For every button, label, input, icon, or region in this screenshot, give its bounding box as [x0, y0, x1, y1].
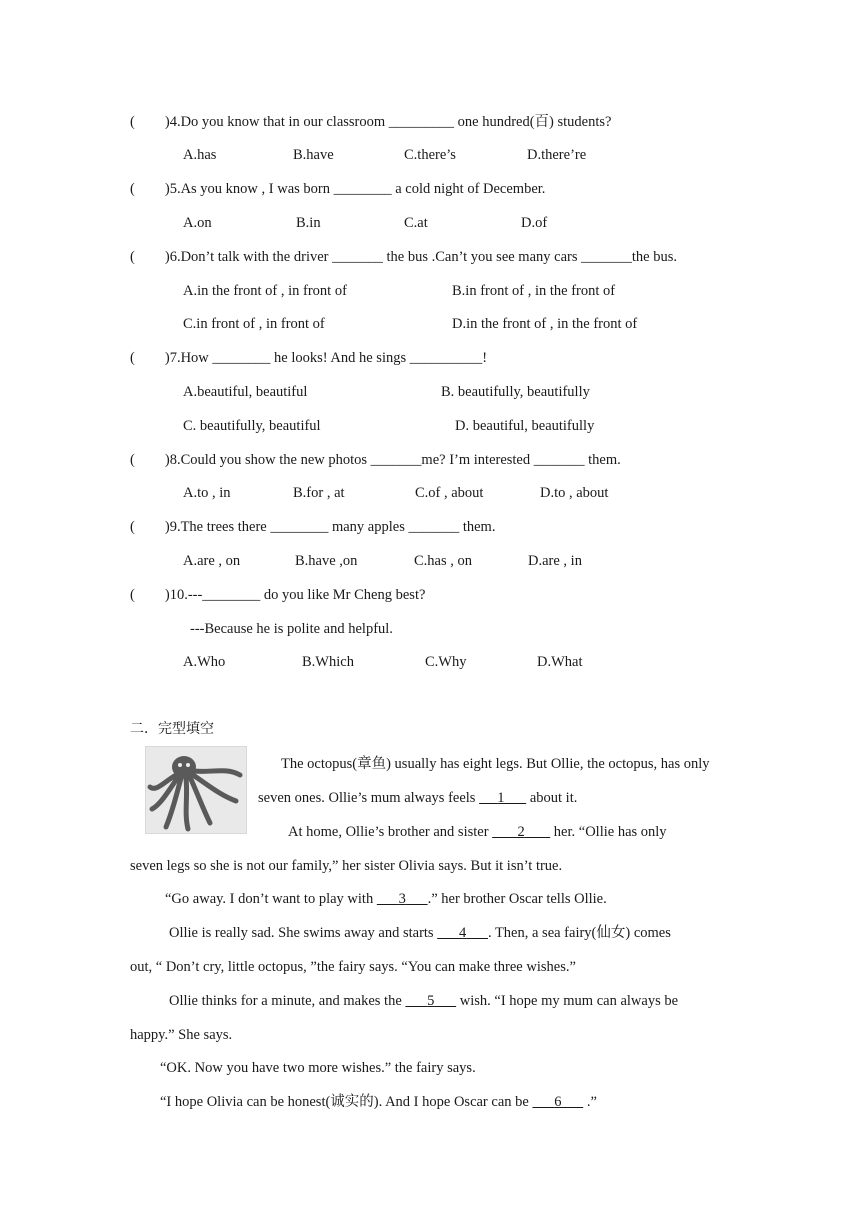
answer-paren-close: ) — [164, 114, 170, 130]
blank-number: 3 — [398, 891, 406, 907]
option-d: D.there’re — [527, 147, 587, 163]
answer-paren-open: ( — [130, 350, 135, 366]
passage-text: “Go away. I don’t want to play with — [165, 891, 377, 907]
question-6 — [130, 248, 677, 266]
blank-number: 5 — [427, 993, 435, 1009]
option-d: D.What — [537, 654, 583, 670]
option-a: A.Who — [183, 654, 226, 670]
answer-paren-open: ( — [130, 114, 135, 130]
passage-text: Ollie thinks for a minute, and makes the — [169, 993, 406, 1009]
blank-4[interactable] — [437, 925, 488, 941]
blank-number: 6 — [554, 1094, 562, 1110]
question-9 — [130, 518, 495, 536]
option-c: C.there’s — [404, 147, 456, 163]
option-d: D. beautiful, beautifully — [455, 418, 595, 434]
answer-paren-close: ) — [164, 249, 170, 265]
blank-number: 4 — [458, 925, 467, 941]
blank-2[interactable] — [492, 824, 550, 840]
option-b: B. beautifully, beautifully — [441, 384, 590, 400]
option-c: C.of , about — [415, 485, 484, 501]
blank-1[interactable] — [479, 790, 526, 806]
passage-text: .” — [583, 1094, 597, 1110]
answer-paren-open: ( — [130, 181, 135, 197]
option-a: A.has — [183, 147, 217, 163]
passage-line — [288, 823, 667, 841]
octopus-image — [145, 746, 247, 834]
blank-5[interactable] — [405, 993, 456, 1009]
passage-text: At home, Ollie’s brother and sister — [288, 824, 493, 840]
option-d: D.of — [521, 215, 548, 231]
dialogue-reply: ---Because he is polite and helpful. — [190, 621, 393, 637]
option-b: B.in front of , in the front of — [452, 283, 616, 299]
option-b: B.Which — [302, 654, 354, 670]
answer-paren-close: ) — [164, 587, 170, 603]
answer-paren-open: ( — [130, 452, 135, 468]
passage-line: The octopus(章鱼) usually has eight legs. But Ollie, the octopus, has only — [281, 756, 710, 772]
answer-paren-close: ) — [164, 519, 170, 535]
passage-text: . Then, a sea fairy(仙女) comes — [487, 925, 671, 941]
option-b: B.in — [296, 215, 321, 231]
answer-paren-open: ( — [130, 519, 135, 535]
question-stem: 9.The trees there ________ many apples _______ them. — [169, 519, 496, 535]
passage-text: wish. “I hope my mum can always be — [456, 993, 679, 1009]
question-5 — [130, 180, 545, 198]
passage-text: Ollie is really sad. She swims away and starts — [169, 925, 438, 941]
passage-line: “OK. Now you have two more wishes.” the fairy says. — [160, 1060, 476, 1076]
option-d: D.to , about — [540, 485, 609, 501]
option-b: B.have ,on — [295, 553, 358, 569]
answer-paren-open: ( — [130, 587, 135, 603]
question-4 — [130, 113, 611, 131]
question-stem: 7.How ________ he looks! And he sings __________! — [169, 350, 488, 366]
passage-line: out, “ Don’t cry, little octopus, ”the fairy says. “You can make three wishes.” — [130, 959, 576, 975]
question-stem: 10.---________ do you like Mr Cheng best? — [169, 587, 426, 603]
passage-line: happy.” She says. — [130, 1027, 233, 1043]
passage-line: seven legs so she is not our family,” her sister Olivia says. But it isn’t true. — [130, 858, 563, 874]
option-b: B.have — [293, 147, 334, 163]
passage-text: her. “Ollie has only — [550, 824, 667, 840]
passage-text: “I hope Olivia can be honest(诚实的). And I hope Oscar can be — [160, 1094, 533, 1110]
blank-6[interactable] — [532, 1094, 583, 1110]
blank-number: 2 — [517, 824, 525, 840]
passage-line — [169, 992, 678, 1010]
passage-line — [160, 1093, 597, 1111]
octopus-icon — [146, 747, 246, 833]
passage-text: about it. — [526, 790, 578, 806]
option-c: C. beautifully, beautiful — [183, 418, 321, 434]
section-heading: 二．完型填空 — [130, 721, 214, 737]
option-c: C.Why — [425, 654, 467, 670]
passage-line — [165, 890, 607, 908]
option-a: A.are , on — [183, 553, 241, 569]
option-d: D.in the front of , in the front of — [452, 316, 638, 332]
option-d: D.are , in — [528, 553, 582, 569]
passage-text: seven ones. Ollie’s mum always feels — [258, 790, 480, 806]
answer-paren-close: ) — [164, 350, 170, 366]
answer-paren-close: ) — [164, 181, 170, 197]
option-c: C.at — [404, 215, 428, 231]
option-c: C.in front of , in front of — [183, 316, 325, 332]
question-10 — [130, 586, 425, 604]
blank-number: 1 — [497, 790, 505, 806]
option-a: A.on — [183, 215, 212, 231]
option-a: A.to , in — [183, 485, 231, 501]
option-b: B.for , at — [293, 485, 345, 501]
passage-text: .” her brother Oscar tells Ollie. — [427, 891, 607, 907]
answer-paren-close: ) — [164, 452, 170, 468]
question-7 — [130, 349, 487, 367]
passage-line — [258, 789, 577, 807]
question-stem: 4.Do you know that in our classroom _________ one hundred(百) students? — [169, 114, 612, 130]
answer-paren-open: ( — [130, 249, 135, 265]
option-c: C.has , on — [414, 553, 472, 569]
question-stem: 6.Don’t talk with the driver _______ the bus .Can’t you see many cars _______the bus. — [169, 249, 677, 265]
option-a: A.in the front of , in front of — [183, 283, 347, 299]
passage-line — [169, 924, 671, 942]
option-a: A.beautiful, beautiful — [183, 384, 308, 400]
question-stem: 5.As you know , I was born ________ a cold night of December. — [169, 181, 546, 197]
question-stem: 8.Could you show the new photos _______me? I’m interested _______ them. — [169, 452, 621, 468]
blank-3[interactable] — [377, 891, 428, 907]
question-8 — [130, 451, 621, 469]
